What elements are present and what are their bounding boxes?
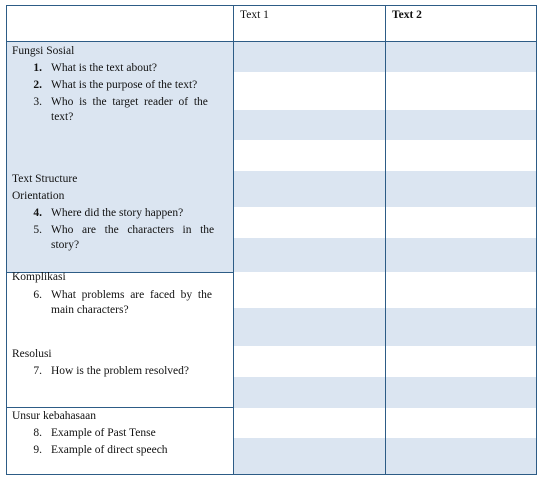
answer-cell[interactable] (385, 42, 536, 72)
question-text-cont: main characters? (51, 304, 129, 316)
answer-cell[interactable] (385, 438, 536, 474)
item-number: 3. (33, 96, 42, 108)
answer-cell[interactable] (234, 171, 385, 207)
table-border (6, 5, 7, 475)
item-number: 5. (33, 224, 42, 236)
question-text: Example of direct speech (51, 444, 168, 456)
item-number: 4. (33, 207, 42, 219)
question-text: Example of Past Tense (51, 427, 156, 439)
section-title-fungsi-sosial: Fungsi Sosial (12, 45, 75, 57)
section-title-text-structure: Text Structure (12, 173, 78, 185)
item-number: 7. (33, 365, 42, 377)
question-text: What is the text about? (51, 62, 158, 74)
table-border (233, 5, 234, 475)
answer-cell[interactable] (385, 238, 536, 272)
question-text: What is the purpose of the text? (51, 79, 198, 91)
table-border (6, 41, 537, 42)
answer-cell[interactable] (385, 171, 536, 207)
item-number: 2. (33, 79, 42, 91)
header-text-2: Text 2 (392, 9, 422, 21)
item-number: 6. (33, 289, 42, 301)
answer-cell[interactable] (385, 110, 536, 140)
answer-cell[interactable] (234, 42, 385, 72)
answer-cell[interactable] (234, 438, 385, 474)
section-title-unsur-kebahasaan: Unsur kebahasaan (12, 410, 96, 422)
section-subtitle-orientation: Orientation (12, 190, 65, 202)
section-title-resolusi: Resolusi (12, 348, 52, 360)
table-border (6, 407, 234, 408)
item-number: 8. (33, 427, 42, 439)
question-text: Who are the characters in the (51, 224, 215, 236)
question-text: Who is the target reader of the (51, 96, 208, 108)
item-number: 1. (33, 62, 42, 74)
answer-cell[interactable] (234, 238, 385, 272)
answer-cell[interactable] (234, 308, 385, 346)
table-border (536, 5, 537, 475)
answer-cell[interactable] (385, 308, 536, 346)
question-text-cont: story? (51, 239, 80, 251)
section-title-komplikasi: Komplikasi (12, 271, 66, 283)
table-border (385, 5, 386, 475)
answer-cell[interactable] (234, 110, 385, 140)
question-text: Where did the story happen? (51, 207, 184, 219)
question-text-cont: text? (51, 111, 74, 123)
item-number: 9. (33, 444, 42, 456)
question-text: How is the problem resolved? (51, 365, 189, 377)
header-text-1: Text 1 (240, 9, 269, 21)
table-border (6, 474, 537, 475)
answer-cell[interactable] (385, 377, 536, 408)
shade-fungsi-sosial (7, 42, 234, 272)
answer-cell[interactable] (234, 377, 385, 408)
question-text: What problems are faced by the (51, 289, 212, 301)
table-border (6, 5, 537, 6)
